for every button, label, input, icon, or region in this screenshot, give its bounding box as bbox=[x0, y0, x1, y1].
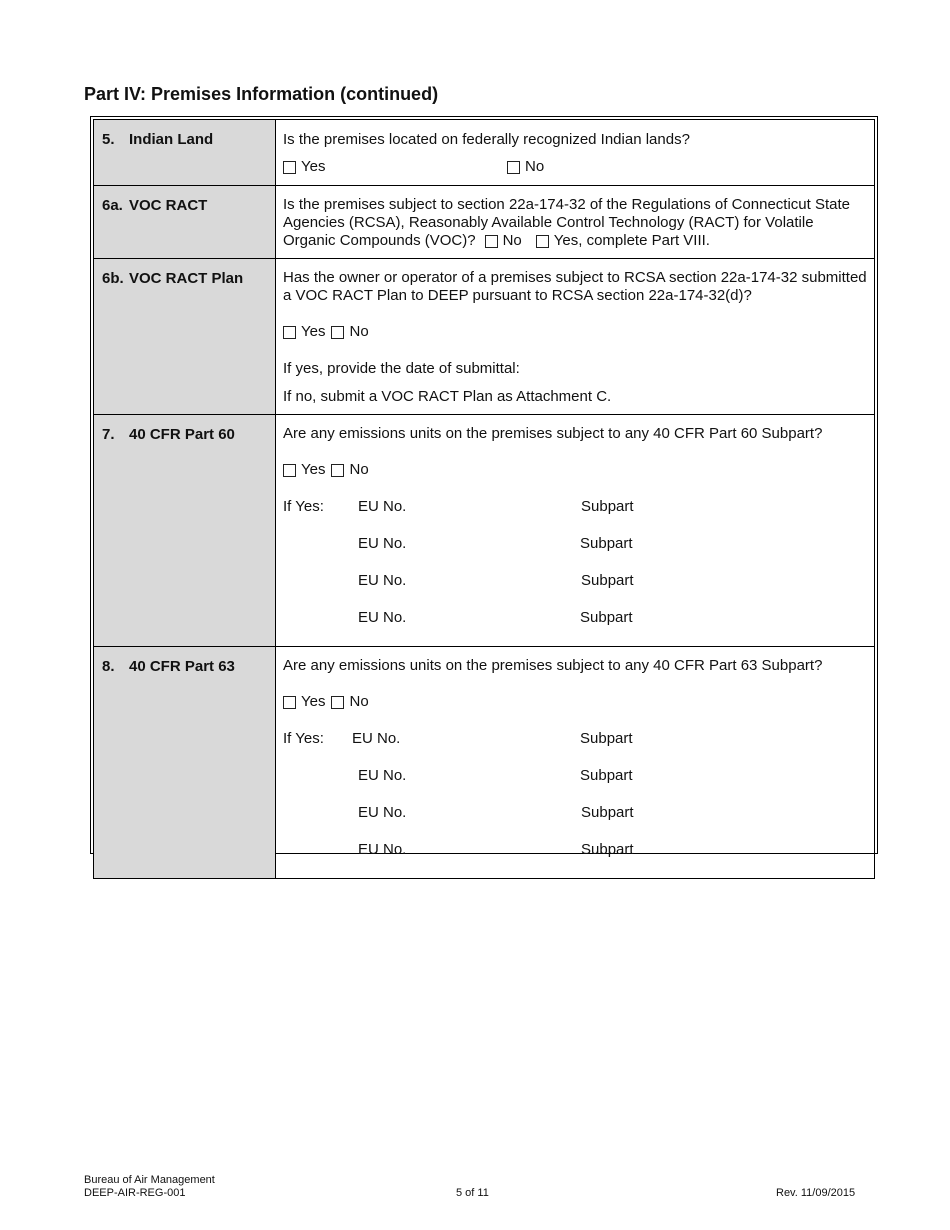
row-title: VOC RACT Plan bbox=[129, 270, 244, 287]
checkbox-label: No bbox=[525, 158, 545, 175]
footer-form-id: DEEP-AIR-REG-001 bbox=[84, 1187, 186, 1199]
eu-no-label: EU No. bbox=[358, 535, 407, 552]
checkbox-label: No bbox=[349, 693, 369, 710]
checkbox-icon[interactable] bbox=[536, 235, 549, 248]
voc-plan-if-no: If no, submit a VOC RACT Plan as Attachment C. bbox=[283, 388, 612, 405]
premises-form bbox=[90, 116, 878, 858]
checkbox-label: Yes bbox=[301, 158, 326, 175]
row-indian-land bbox=[94, 120, 875, 186]
if-yes-label: If Yes: bbox=[283, 498, 324, 515]
checkbox-icon[interactable] bbox=[283, 161, 296, 174]
if-yes-label: If Yes: bbox=[283, 730, 324, 747]
eu-no-label: EU No. bbox=[358, 841, 407, 858]
voc-ract-line-2: Agencies (RCSA), Reasonably Available Control Technology (RACT) for Volatile bbox=[283, 214, 814, 231]
cfr60-no[interactable] bbox=[331, 461, 368, 479]
indian-land-yes[interactable] bbox=[283, 158, 325, 176]
row-label bbox=[94, 186, 276, 259]
row-number: 5. bbox=[102, 131, 115, 148]
eu-entry-row bbox=[283, 841, 867, 878]
cfr63-yes[interactable] bbox=[283, 693, 325, 711]
eu-entry-row bbox=[283, 572, 867, 609]
eu-entry-row bbox=[283, 804, 867, 841]
row-body bbox=[276, 415, 875, 647]
indian-land-no[interactable] bbox=[507, 158, 544, 176]
row-label bbox=[94, 120, 276, 186]
row-voc-ract bbox=[94, 186, 875, 259]
footer-left bbox=[84, 1174, 215, 1200]
eu-no-label: EU No. bbox=[358, 609, 407, 626]
eu-entry-row bbox=[283, 535, 867, 572]
voc-plan-no[interactable] bbox=[331, 323, 368, 341]
row-voc-ract-plan bbox=[94, 259, 875, 415]
checkbox-icon[interactable] bbox=[485, 235, 498, 248]
voc-ract-line-1: Is the premises subject to section 22a-174-32 of the Regulations of Connecticut State bbox=[283, 196, 850, 213]
voc-plan-if-yes: If yes, provide the date of submittal: bbox=[283, 360, 520, 377]
indian-land-question: Is the premises located on federally recognized Indian lands? bbox=[283, 131, 690, 148]
row-title: 40 CFR Part 60 bbox=[129, 426, 235, 443]
checkbox-icon[interactable] bbox=[507, 161, 520, 174]
eu-no-label: EU No. bbox=[358, 767, 407, 784]
eu-no-label: EU No. bbox=[358, 498, 407, 515]
eu-no-label: EU No. bbox=[358, 572, 407, 589]
checkbox-icon[interactable] bbox=[283, 326, 296, 339]
row-body bbox=[276, 186, 875, 259]
checkbox-label: Yes, complete Part VIII. bbox=[553, 232, 710, 249]
subpart-label: Subpart bbox=[580, 609, 633, 626]
checkbox-label: No bbox=[349, 323, 369, 340]
subpart-label: Subpart bbox=[581, 841, 634, 858]
footer-page-number: 5 of 11 bbox=[456, 1187, 489, 1199]
row-cfr-part-60 bbox=[94, 415, 875, 647]
row-cfr-part-63 bbox=[94, 647, 875, 879]
row-number: 8. bbox=[102, 658, 115, 675]
checkbox-label: Yes bbox=[301, 323, 326, 340]
checkbox-icon[interactable] bbox=[331, 464, 344, 477]
eu-entry-row bbox=[283, 498, 867, 535]
row-title: Indian Land bbox=[129, 131, 214, 148]
cfr60-question: Are any emissions units on the premises subject to any 40 CFR Part 60 Subpart? bbox=[283, 425, 823, 442]
subpart-label: Subpart bbox=[580, 767, 633, 784]
row-label bbox=[94, 415, 276, 647]
voc-plan-line-1: Has the owner or operator of a premises subject to RCSA section 22a-174-32 submitted bbox=[283, 269, 867, 286]
checkbox-icon[interactable] bbox=[283, 696, 296, 709]
voc-ract-no[interactable] bbox=[485, 232, 522, 250]
checkbox-label: No bbox=[502, 232, 522, 249]
eu-entry-row bbox=[283, 609, 867, 646]
eu-entry-row bbox=[283, 767, 867, 804]
voc-plan-yes[interactable] bbox=[283, 323, 325, 341]
row-body bbox=[276, 259, 875, 415]
subpart-label: Subpart bbox=[581, 572, 634, 589]
row-number: 6b. bbox=[102, 270, 124, 287]
row-body bbox=[276, 647, 875, 879]
checkbox-label: Yes bbox=[301, 693, 326, 710]
voc-plan-line-2: a VOC RACT Plan to DEEP pursuant to RCSA section 22a-174-32(d)? bbox=[283, 287, 752, 304]
row-label bbox=[94, 259, 276, 415]
cfr60-yes[interactable] bbox=[283, 461, 325, 479]
checkbox-label: No bbox=[349, 461, 369, 478]
row-title: VOC RACT bbox=[129, 197, 208, 214]
row-number: 7. bbox=[102, 426, 115, 443]
row-number: 6a. bbox=[102, 197, 123, 214]
subpart-label: Subpart bbox=[580, 535, 633, 552]
checkbox-icon[interactable] bbox=[331, 696, 344, 709]
eu-no-label: EU No. bbox=[352, 730, 401, 747]
page-title: Part IV: Premises Information (continued) bbox=[84, 84, 439, 104]
cfr63-no[interactable] bbox=[331, 693, 368, 711]
cfr63-question: Are any emissions units on the premises subject to any 40 CFR Part 63 Subpart? bbox=[283, 657, 823, 674]
row-title: 40 CFR Part 63 bbox=[129, 658, 235, 675]
checkbox-icon[interactable] bbox=[331, 326, 344, 339]
subpart-label: Subpart bbox=[581, 804, 634, 821]
premises-table bbox=[93, 119, 875, 879]
row-body bbox=[276, 120, 875, 186]
footer-revision: Rev. 11/09/2015 bbox=[776, 1187, 856, 1199]
checkbox-label: Yes bbox=[301, 461, 326, 478]
eu-no-label: EU No. bbox=[358, 804, 407, 821]
row-label bbox=[94, 647, 276, 879]
voc-ract-line-3: Organic Compounds (VOC)? bbox=[283, 232, 476, 249]
checkbox-icon[interactable] bbox=[283, 464, 296, 477]
subpart-label: Subpart bbox=[581, 498, 634, 515]
subpart-label: Subpart bbox=[580, 730, 633, 747]
footer-bureau: Bureau of Air Management bbox=[84, 1174, 215, 1186]
voc-ract-yes[interactable] bbox=[536, 232, 710, 250]
eu-entry-row bbox=[283, 730, 867, 767]
